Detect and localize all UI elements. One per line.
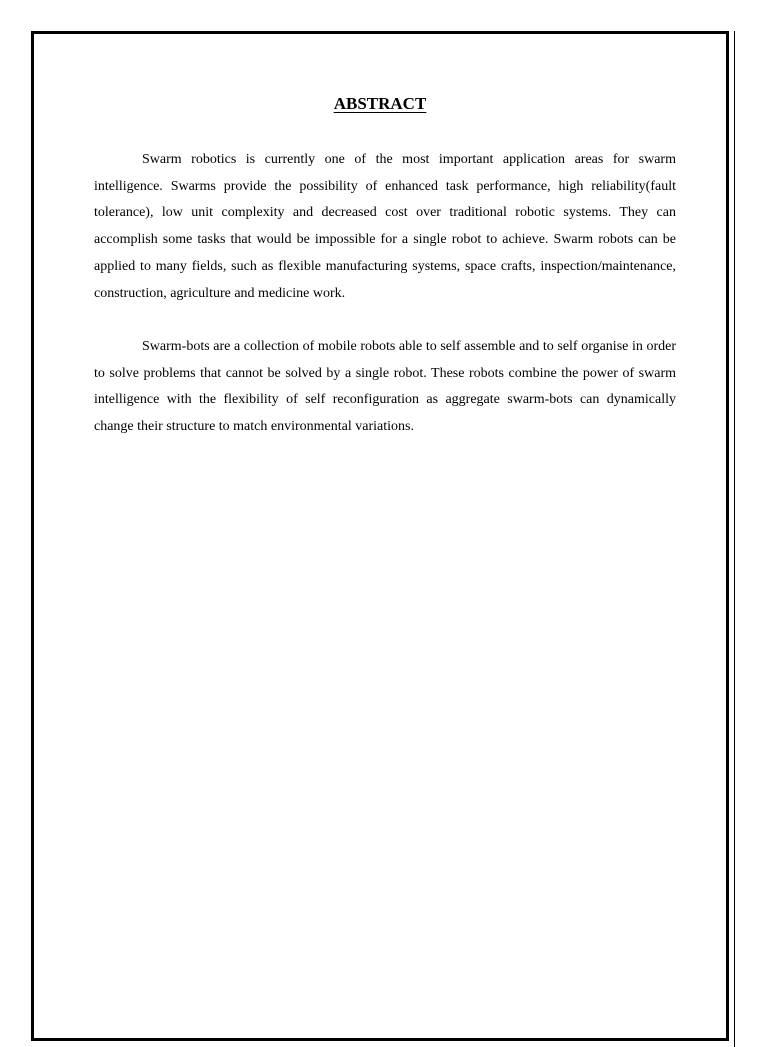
abstract-paragraph-1: Swarm robotics is currently one of the most important application areas for swarm intelligence. Swarms provide the possibility of enhanced task performance, high reliability(fault tolerance), low unit complexity and decreased cost over traditional robotic systems. They can accomplish some tasks that would be impossible for a single robot to achieve. Swarm robots can be applied to many fields, such as flexible manufacturing systems, space crafts, inspection/maintenance, construction, agriculture and medicine work. [94,152,676,301]
page-border-double-line [734,31,735,1047]
abstract-heading: ABSTRACT [333,94,427,113]
page-border [31,31,729,1041]
abstract-paragraph-2: Swarm-bots are a collection of mobile robots able to self assemble and to self organise in order to solve problems that cannot be solved by a single robot. These robots combine the power of swarm intelligence with the flexibility of self reconfiguration as aggregate swarm-bots can dynamically change their structure to match environmental variations. [94,339,676,435]
